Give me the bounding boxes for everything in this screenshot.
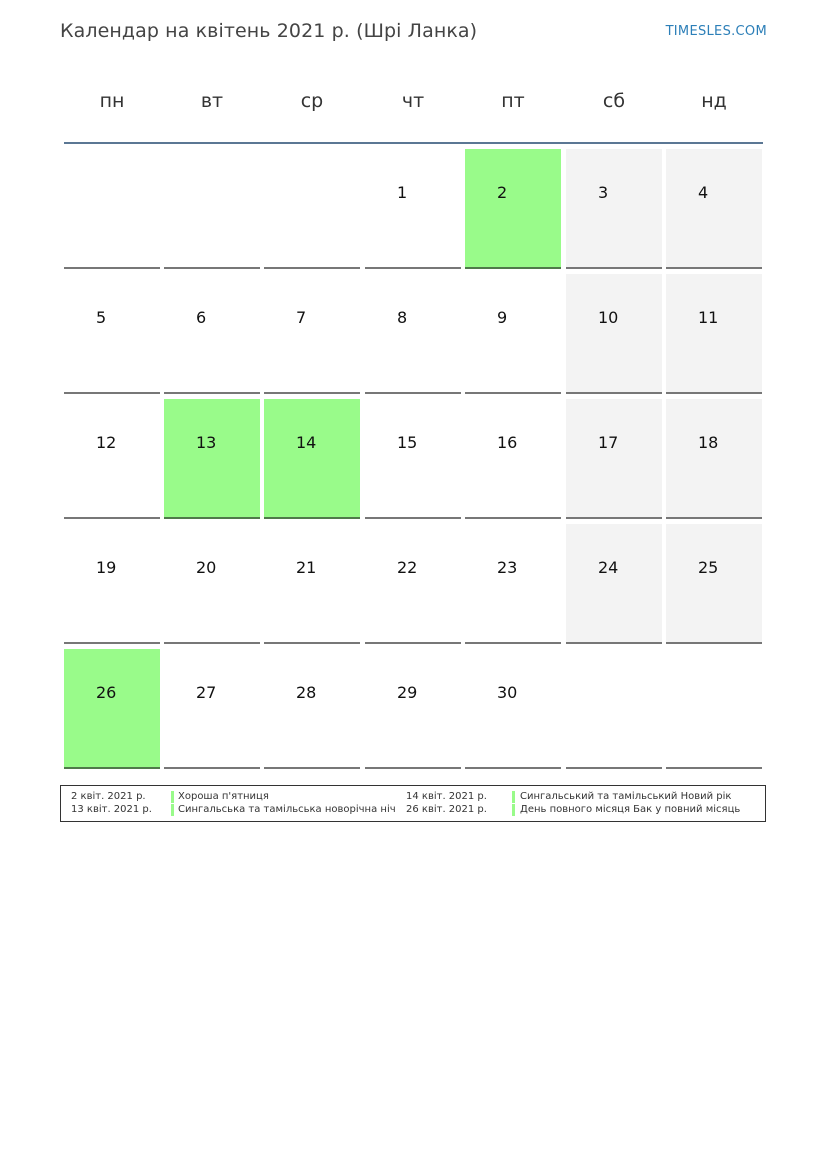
day-number: 6 (196, 308, 207, 327)
day-number: 27 (196, 683, 217, 702)
day-number: 13 (196, 433, 217, 452)
calendar-day-weekend (666, 274, 762, 394)
calendar-day-holiday (64, 649, 160, 769)
calendar-day (164, 274, 260, 394)
calendar-day-empty (64, 149, 160, 269)
legend-date: 14 квіт. 2021 р. (406, 791, 487, 802)
calendar-day-weekend (666, 149, 762, 269)
calendar-day (465, 524, 561, 644)
calendar-day (264, 649, 360, 769)
calendar-day (465, 274, 561, 394)
calendar-day-empty (164, 149, 260, 269)
day-number: 15 (397, 433, 418, 452)
calendar-day-holiday (465, 149, 561, 269)
legend-item (71, 791, 411, 803)
calendar-grid (64, 149, 764, 774)
calendar-day (365, 149, 461, 269)
day-number: 9 (497, 308, 508, 327)
holiday-color-marker (512, 791, 515, 803)
calendar-day-weekend (566, 399, 662, 519)
legend-date: 2 квіт. 2021 р. (71, 791, 146, 802)
day-number: 28 (296, 683, 317, 702)
legend-item (406, 791, 756, 803)
day-number: 16 (497, 433, 518, 452)
day-number: 17 (598, 433, 619, 452)
day-number: 3 (598, 183, 609, 202)
weekday-fri: пт (501, 90, 525, 112)
day-number: 25 (698, 558, 719, 577)
calendar-day (365, 649, 461, 769)
calendar-day (64, 274, 160, 394)
day-number: 19 (96, 558, 117, 577)
day-number: 26 (96, 683, 117, 702)
legend-item (406, 804, 756, 816)
day-number: 20 (196, 558, 217, 577)
calendar-day (164, 649, 260, 769)
day-number: 2 (497, 183, 508, 202)
calendar-day (365, 524, 461, 644)
weekday-thu: чт (401, 90, 425, 112)
calendar-day (164, 524, 260, 644)
legend-name: День повного місяця Бак у повний місяць (520, 804, 741, 815)
legend-name: Сингальський та тамільський Новий рік (520, 791, 732, 802)
calendar-day (264, 524, 360, 644)
calendar-day (365, 274, 461, 394)
weekday-sat: сб (602, 90, 626, 112)
day-number: 11 (698, 308, 719, 327)
legend-date: 26 квіт. 2021 р. (406, 804, 487, 815)
day-number: 1 (397, 183, 408, 202)
holiday-color-marker (171, 791, 174, 803)
calendar-day (465, 649, 561, 769)
calendar-day-weekend (666, 399, 762, 519)
day-number: 10 (598, 308, 619, 327)
legend-date: 13 квіт. 2021 р. (71, 804, 152, 815)
calendar-day (64, 524, 160, 644)
weekday-tue: вт (200, 90, 224, 112)
calendar-day-weekend (566, 149, 662, 269)
holiday-legend (60, 785, 766, 822)
page-title: Календар на квітень 2021 р. (Шрі Ланка) (60, 20, 478, 42)
day-number: 29 (397, 683, 418, 702)
calendar-day-weekend (566, 274, 662, 394)
calendar-day (365, 399, 461, 519)
calendar-day (64, 399, 160, 519)
calendar-day-weekend (666, 524, 762, 644)
calendar-day (264, 274, 360, 394)
day-number: 5 (96, 308, 107, 327)
calendar-day-holiday (264, 399, 360, 519)
day-number: 21 (296, 558, 317, 577)
calendar-day-holiday (164, 399, 260, 519)
day-number: 18 (698, 433, 719, 452)
legend-name: Сингальська та тамільська новорічна ніч (178, 804, 396, 815)
day-number: 4 (698, 183, 709, 202)
day-number: 8 (397, 308, 408, 327)
day-number: 12 (96, 433, 117, 452)
day-number: 7 (296, 308, 307, 327)
calendar-day (465, 399, 561, 519)
brand-link[interactable]: TIMESLES.COM (665, 24, 767, 39)
day-number: 22 (397, 558, 418, 577)
holiday-color-marker (171, 804, 174, 816)
holiday-color-marker (512, 804, 515, 816)
legend-name: Хороша п'ятниця (178, 791, 269, 802)
header-divider (64, 142, 763, 144)
weekday-mon: пн (99, 90, 125, 112)
calendar-day-empty (566, 649, 662, 769)
day-number: 24 (598, 558, 619, 577)
day-number: 30 (497, 683, 518, 702)
weekday-header (64, 90, 764, 120)
legend-item (71, 804, 411, 816)
day-number: 14 (296, 433, 317, 452)
calendar-day-weekend (566, 524, 662, 644)
calendar-day-empty (666, 649, 762, 769)
weekday-wed: ср (300, 90, 324, 112)
weekday-sun: нд (701, 90, 727, 112)
day-number: 23 (497, 558, 518, 577)
calendar-day-empty (264, 149, 360, 269)
